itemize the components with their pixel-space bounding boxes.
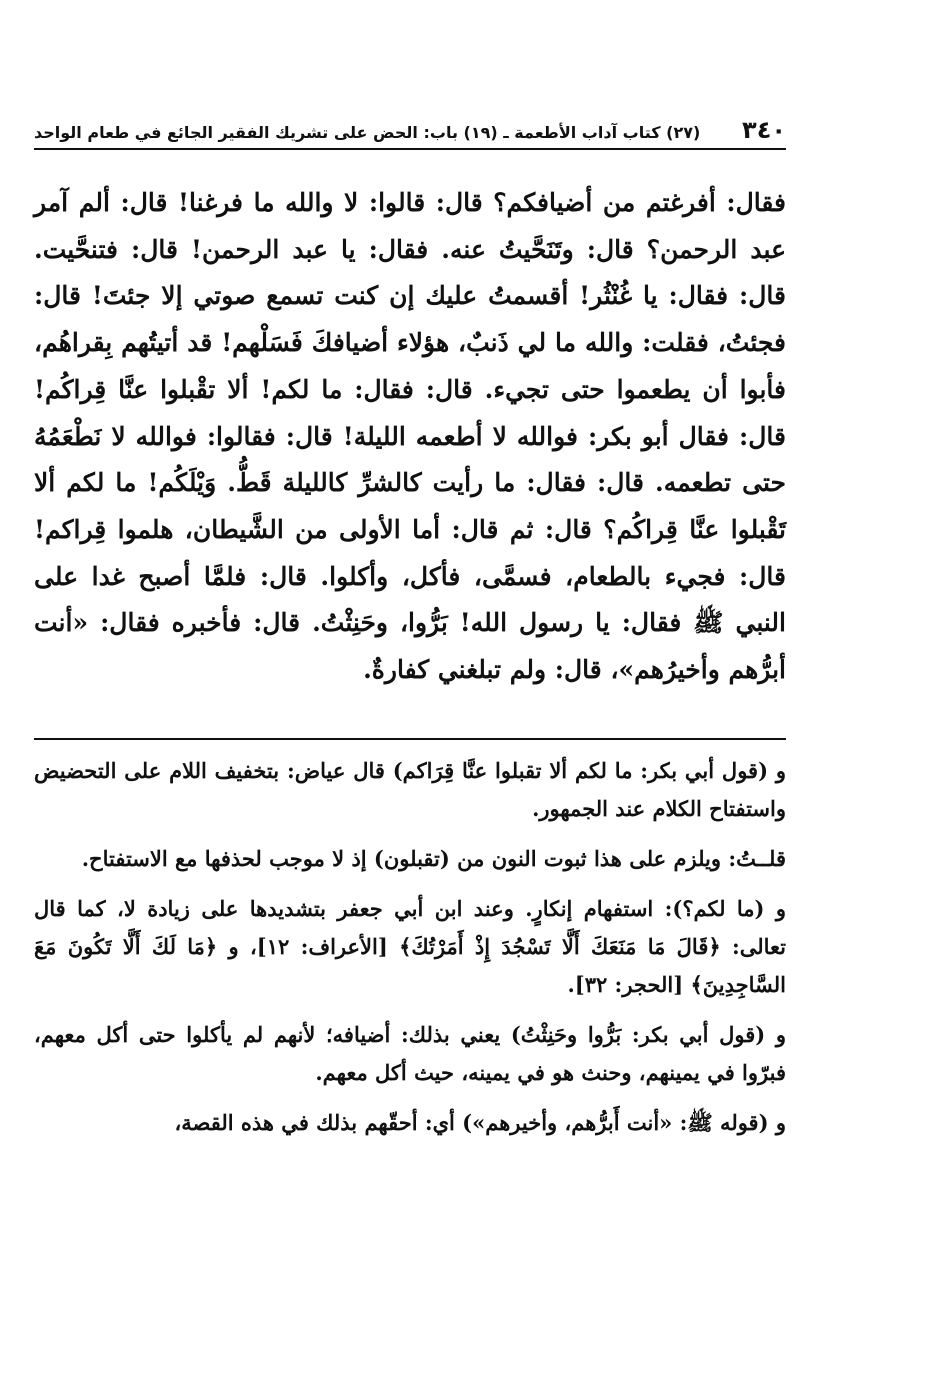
commentary-divider xyxy=(34,738,786,740)
commentary-paragraph: و (قوله ﷺ: «أنت أَبرُّهم، وأخيرهم») أي: أحقّهم بذلك في هذه القصة، xyxy=(174,1110,786,1135)
commentary-paragraph: قلــتُ: ويلزم على هذا ثبوت النون من (تقبلون) إذ لا موجب لحذفها مع الاستفتاح. xyxy=(81,846,786,871)
header-divider xyxy=(34,148,786,150)
page-header xyxy=(34,110,786,144)
hadith-text: فقال: أفرغتم من أضيافكم؟ قال: قالوا: لا والله ما فرغنا! قال: ألم آمر عبد الرحمن؟ قال: وتَنَحَّيتُ عنه. فقال: يا عبد الرحمن! قال: فتنحَّيت. قال: فقال: يا غُنْثُر! أقسمتُ عليك إن كنت تسمع صوتي إلا جئتَ! قال: فجئتُ، فقلت: والله ما لي ذَنبٌ، هؤلاء أضيافكَ فَسَلْهم! قد أتيتُهم بِقراهُم، فأبوا أن يطعموا حتى تجيء. قال: فقال: ما لكم! ألا تقْبلوا عنَّا قِراكُم! قال: فقال أبو بكر: فوالله لا أطعمه الليلة! قال: فقالوا: فوالله لا نَطْعَمُهُ حتى تطعمه. قال: فقال: ما رأيت كالشرِّ كالليلة قَطُّ. وَيْلَكُم! ما لكم ألا تَقْبلوا عنَّا قِراكُم؟ قال: ثم قال: أما الأولى من الشَّيطان، هلموا قِراكم! قال: فجيء بالطعام، فسمَّى، فأكل، وأكلوا. قال: فلمَّا أصبح غدا على النبي ﷺ فقال: يا رسول الله! بَرُّوا، وحَنِثْتُ. قال: فأخبره فقال: «أنت أبرُّهم وأخيرُهم»، قال: ولم تبلغني كفارةٌ. xyxy=(34,188,787,685)
running-title: (٢٧) كتاب آداب الأطعمة ـ (١٩) باب: الحض على تشريك الفقير الجائع في طعام الواحد xyxy=(34,123,701,142)
commentary-paragraph: و (ما لكم؟): استفهام إنكارٍ. وعند ابن أبي جعفر بتشديدها على زيادة لا، كما قال تعالى: ﴿قَالَ مَا مَنَعَكَ أَلَّا تَسْجُدَ إِذْ أَمَرْتُكَ﴾ [الأعراف: ١٢]، و ﴿مَا لَكَ أَلَّا تَكُونَ مَعَ السَّاجِدِينَ﴾ [الحجر: ٣٢]. xyxy=(34,896,787,997)
commentary-paragraph: و (قول أبي بكر: ما لكم ألا تقبلوا عنَّا قِرَاكم) قال عياض: بتخفيف اللام على التحضيض واستفتاح الكلام عند الجمهور. xyxy=(34,758,786,821)
commentary xyxy=(34,752,786,1154)
page-number: ٣٤٠ xyxy=(742,116,786,144)
commentary-paragraph: و (قول أبي بكر: بَرُّوا وحَنِثْتُ) يعني بذلك: أضيافه؛ لأنهم لم يأكلوا حتى أكل معهم، فبرّوا في يمينهم، وحنث هو في يمينه، حيث أكل معهم. xyxy=(34,1022,786,1085)
